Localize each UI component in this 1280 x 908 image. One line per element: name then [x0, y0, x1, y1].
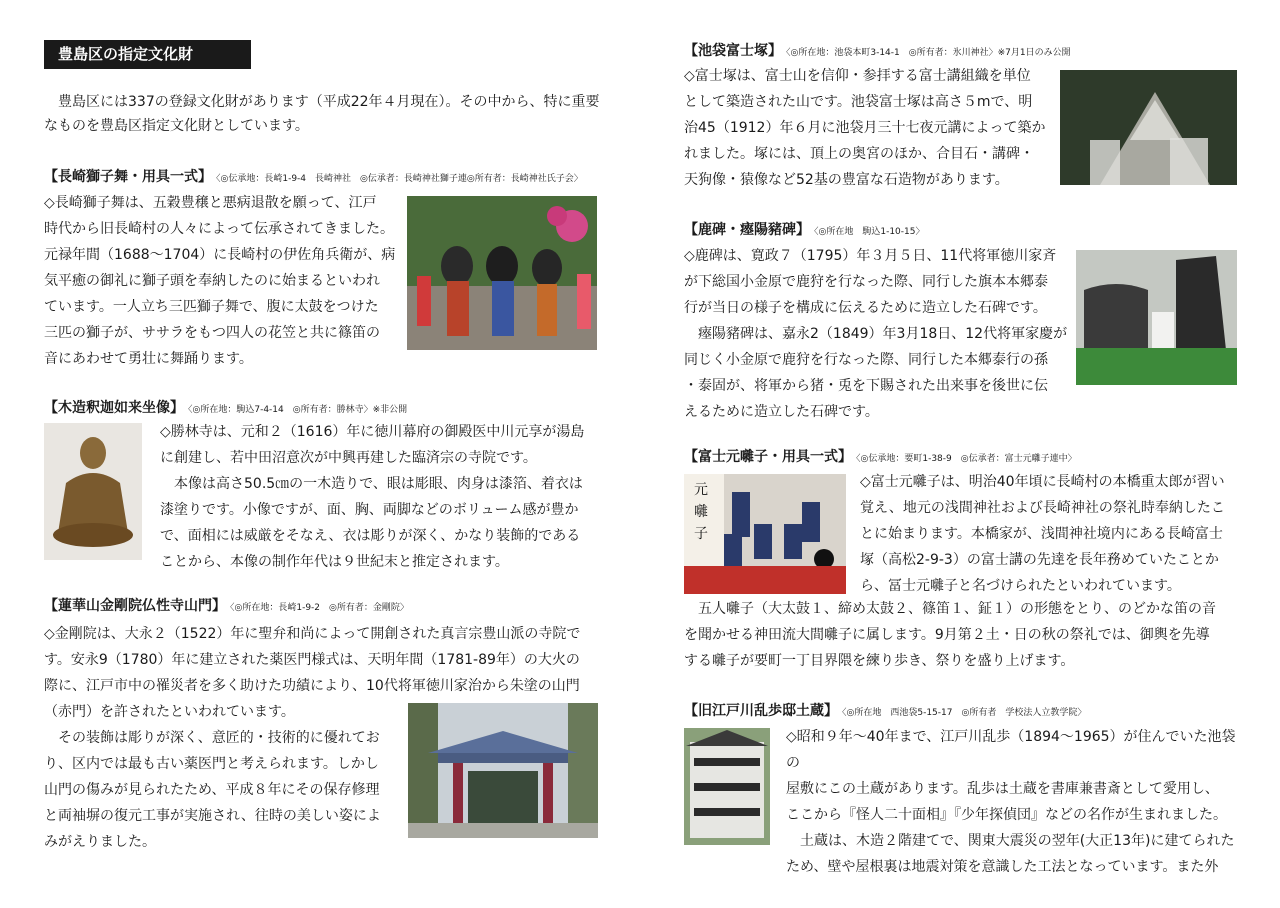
- item-heading: [684, 42, 1244, 62]
- stone-monument-photo: [1076, 250, 1237, 385]
- text-line: が下総国小金原で鹿狩を行なった際、同行した旗本本郷泰: [684, 274, 1048, 290]
- item-body: [684, 243, 1069, 425]
- text-line: ◇富士元囃子は、明治40年頃に長崎村の本橋重太郎が習い: [860, 474, 1225, 490]
- text-line: 治45（1912）年６月に池袋月三十七夜元講によって築か: [684, 120, 1046, 136]
- item-heading: [684, 448, 1244, 468]
- text-line: 屋敷にこの土蔵があります。乱歩は土蔵を書庫兼書斎として愛用し、: [786, 781, 1219, 797]
- text-line: り、区内では最も古い薬医門と考えられます。しかし: [44, 756, 379, 772]
- text-line: 行が当日の様子を構成に伝えるために造立した石碑です。: [684, 300, 1047, 316]
- item-heading: [44, 399, 604, 419]
- item-meta: 〈◎所在地：駒込7-4-14 ◎所有者：勝林寺〉※非公開: [188, 405, 408, 415]
- svg-text:子: 子: [694, 526, 708, 542]
- item-body: [786, 724, 1246, 880]
- item-title: 【蓮華山金剛院仏性寺山門】: [44, 598, 226, 614]
- intro-text: 豊島区には337の登録文化財があります（平成22年４月現在）。その中から、特に重要なものを豊島区指定文化財としています。: [44, 94, 600, 134]
- text-line: ら、冨士元囃子と名づけられたといわれています。: [860, 578, 1181, 594]
- text-line: ◇鹿碑は、寛政７（1795）年３月５日、11代将軍徳川家斉: [684, 248, 1057, 264]
- text-line: ことから、本像の制作年代は９世紀末と推定されます。: [160, 554, 509, 570]
- text-line: 三匹の獅子が、ササラをもつ四人の花笠と共に篠笛の: [44, 325, 380, 341]
- text-line: 気平癒の御礼に獅子頭を奉納したのに始まるといわれ: [44, 273, 380, 289]
- item-body-cont: [44, 725, 404, 855]
- text-line: ◇昭和９年～40年まで、江戸川乱歩（1894～1965）が住んでいた池袋の: [786, 729, 1236, 771]
- text-line: ここから『怪人二十面相』『少年探偵団』などの名作が生まれました。: [786, 807, 1227, 823]
- text-line: ため、壁や屋根裏は地震対策を意識した工法となっています。また外: [786, 859, 1219, 875]
- text-line: ・泰固が、将軍から猪・兎を下賜された出来事を後世に伝: [684, 378, 1048, 394]
- text-line: ています。一人立ち三匹獅子舞で、腹に太鼓をつけた: [44, 299, 379, 315]
- item-title: 【旧江戸川乱歩邸土蔵】: [684, 703, 838, 719]
- text-line: 天狗像・猿像など52基の豊富な石造物があります。: [684, 172, 1009, 188]
- text-line: 五人囃子（大太鼓１、締め太鼓２、篠笛１、鉦１）の形態をとり、のどかな笛の音: [684, 601, 1216, 617]
- text-line: 土蔵は、木造２階建てで、関東大震災の翌年(大正13年)に建てられた: [786, 833, 1235, 849]
- shishimai-photo: [407, 196, 597, 350]
- item-title: 【鹿碑・瘞陽豬碑】: [684, 222, 810, 238]
- item-shaka-nyorai: [44, 399, 604, 419]
- text-line: ◇金剛院は、大永２（1522）年に聖弁和尚によって開創された真言宗豊山派の寺院で: [44, 626, 581, 642]
- text-line: 漆塗りです。小像ですが、面、胸、両脚などのボリューム感が豊か: [160, 502, 579, 518]
- item-title: 【池袋富士塚】: [684, 43, 782, 59]
- text-line: ◇長崎獅子舞は、五穀豊穣と悪病退散を願って、江戸: [44, 195, 377, 211]
- text-line: 元禄年間（1688～1704）に長崎村の伊佐角兵衛が、病: [44, 247, 396, 263]
- item-meta: 〈◎伝承地：長崎1-9-4 長崎神社 ◎伝承者：長崎神社獅子連◎所有者：長崎神社氏子会〉: [216, 174, 583, 184]
- text-line: 同じく小金原で鹿狩を行なった際、同行した本郷泰行の孫: [684, 352, 1048, 368]
- text-line: ◇富士塚は、富士山を信仰・参拝する富士講組織を単位: [684, 68, 1031, 84]
- text-line: 本像は高さ50.5㎝の一木造りで、眼は彫眼、肉身は漆箔、着衣は: [160, 476, 583, 492]
- text-line: えるために造立した石碑です。: [684, 404, 879, 420]
- item-heading: [684, 221, 1244, 241]
- item-meta: 〈◎伝承地：要町1-38-9 ◎伝承者：富士元囃子連中〉: [856, 454, 1077, 464]
- text-line: 時代から旧長崎村の人々によって伝承されてきました。: [44, 221, 394, 237]
- item-meta: 〈◎所在地：長崎1-9-2 ◎所有者：金剛院〉: [230, 603, 409, 613]
- svg-text:囃: 囃: [694, 504, 708, 520]
- item-heading: [44, 168, 604, 188]
- svg-text:元: 元: [694, 482, 708, 498]
- item-kongoin-sanmon: [44, 597, 604, 617]
- item-ikebukuro-fujizuka: [684, 42, 1244, 62]
- text-line: に創建し、若中田沼意次が中興再建した臨済宗の寺院です。: [160, 450, 537, 466]
- text-line: みがえりました。: [44, 834, 156, 850]
- text-line: 際に、江戸市中の罹災者を多く助けた功績により、10代将軍徳川家治から朱塗の山門: [44, 678, 580, 694]
- item-heading: [44, 597, 604, 617]
- text-line: で、面相には威厳をそなえ、衣は彫りが深く、かなり装飾的である: [160, 528, 581, 544]
- item-meta: 〈◎所在地 駒込1-10-15〉: [814, 227, 925, 237]
- text-line: ◇勝林寺は、元和２（1616）年に徳川幕府の御殿医中川元享が湯島: [160, 424, 585, 440]
- text-line: する囃子が要町一丁目界隈を練り歩き、祭りを盛り上げます。: [684, 653, 1075, 669]
- text-line: 瘞陽豬碑は、嘉永2（1849）年3月18日、12代将軍家慶が: [684, 326, 1068, 342]
- fujizuka-photo: [1060, 70, 1237, 185]
- page-heading: 豊島区の指定文化財: [44, 40, 251, 69]
- item-nagasaki-shishimai: [44, 168, 604, 188]
- text-line: 塚（高松2-9-3）の富士講の先達を長年務めていたことか: [860, 552, 1219, 568]
- text-line: 音にあわせて勇壮に舞踊ります。: [44, 351, 253, 367]
- text-line: （赤門）を許されたといわれています。: [44, 704, 295, 720]
- text-line: 山門の傷みが見られたため、平成８年にその保存修理: [44, 782, 380, 798]
- buddha-statue-photo: [44, 423, 142, 560]
- text-line: その装飾は彫りが深く、意匠的・技術的に優れてお: [44, 730, 380, 746]
- item-body: [44, 190, 404, 372]
- item-title: 【木造釈迦如来坐像】: [44, 400, 184, 416]
- bayashi-performers-photo: [684, 474, 846, 594]
- sanmon-gate-photo: [408, 703, 598, 838]
- text-line: を聞かせる神田流大間囃子に属します。9月第２土・日の秋の祭礼では、御輿を先導: [684, 627, 1210, 643]
- text-line: れました。塚には、頂上の奥宮のほか、合目石・講碑・: [684, 146, 1034, 162]
- item-rampo-dozo: [684, 702, 1244, 722]
- item-body: [860, 469, 1245, 599]
- item-fujimoto-bayashi: [684, 448, 1244, 468]
- item-heading: [684, 702, 1244, 722]
- item-meta: 〈◎所在地 西池袋5-15-17 ◎所有者 学校法人立教学院〉: [842, 708, 1087, 718]
- text-line: として築造された山です。池袋富士塚は高さ５mで、明: [684, 94, 1033, 110]
- item-body-cont: [684, 596, 1244, 674]
- item-meta: 〈◎所在地：池袋本町3-14-1 ◎所有者：氷川神社〉※7月1日のみ公開: [786, 48, 1071, 58]
- text-line: 覚え、地元の浅間神社および長崎神社の祭礼時奉納したこ: [860, 500, 1225, 516]
- item-body: [684, 63, 1054, 193]
- item-title: 【富士元囃子・用具一式】: [684, 449, 852, 465]
- text-line: とに始まります。本橋家が、浅間神社境内にある長崎富士: [860, 526, 1223, 542]
- item-title: 【長崎獅子舞・用具一式】: [44, 169, 212, 185]
- text-line: す。安永9（1780）年に建立された薬医門様式は、天明年間（1781-89年）の大火の: [44, 652, 580, 668]
- item-body: [160, 419, 600, 575]
- item-rokuhi: [684, 221, 1244, 241]
- text-line: と両袖塀の復元工事が実施され、往時の美しい姿によ: [44, 808, 381, 824]
- dozo-storehouse-photo: [684, 728, 770, 845]
